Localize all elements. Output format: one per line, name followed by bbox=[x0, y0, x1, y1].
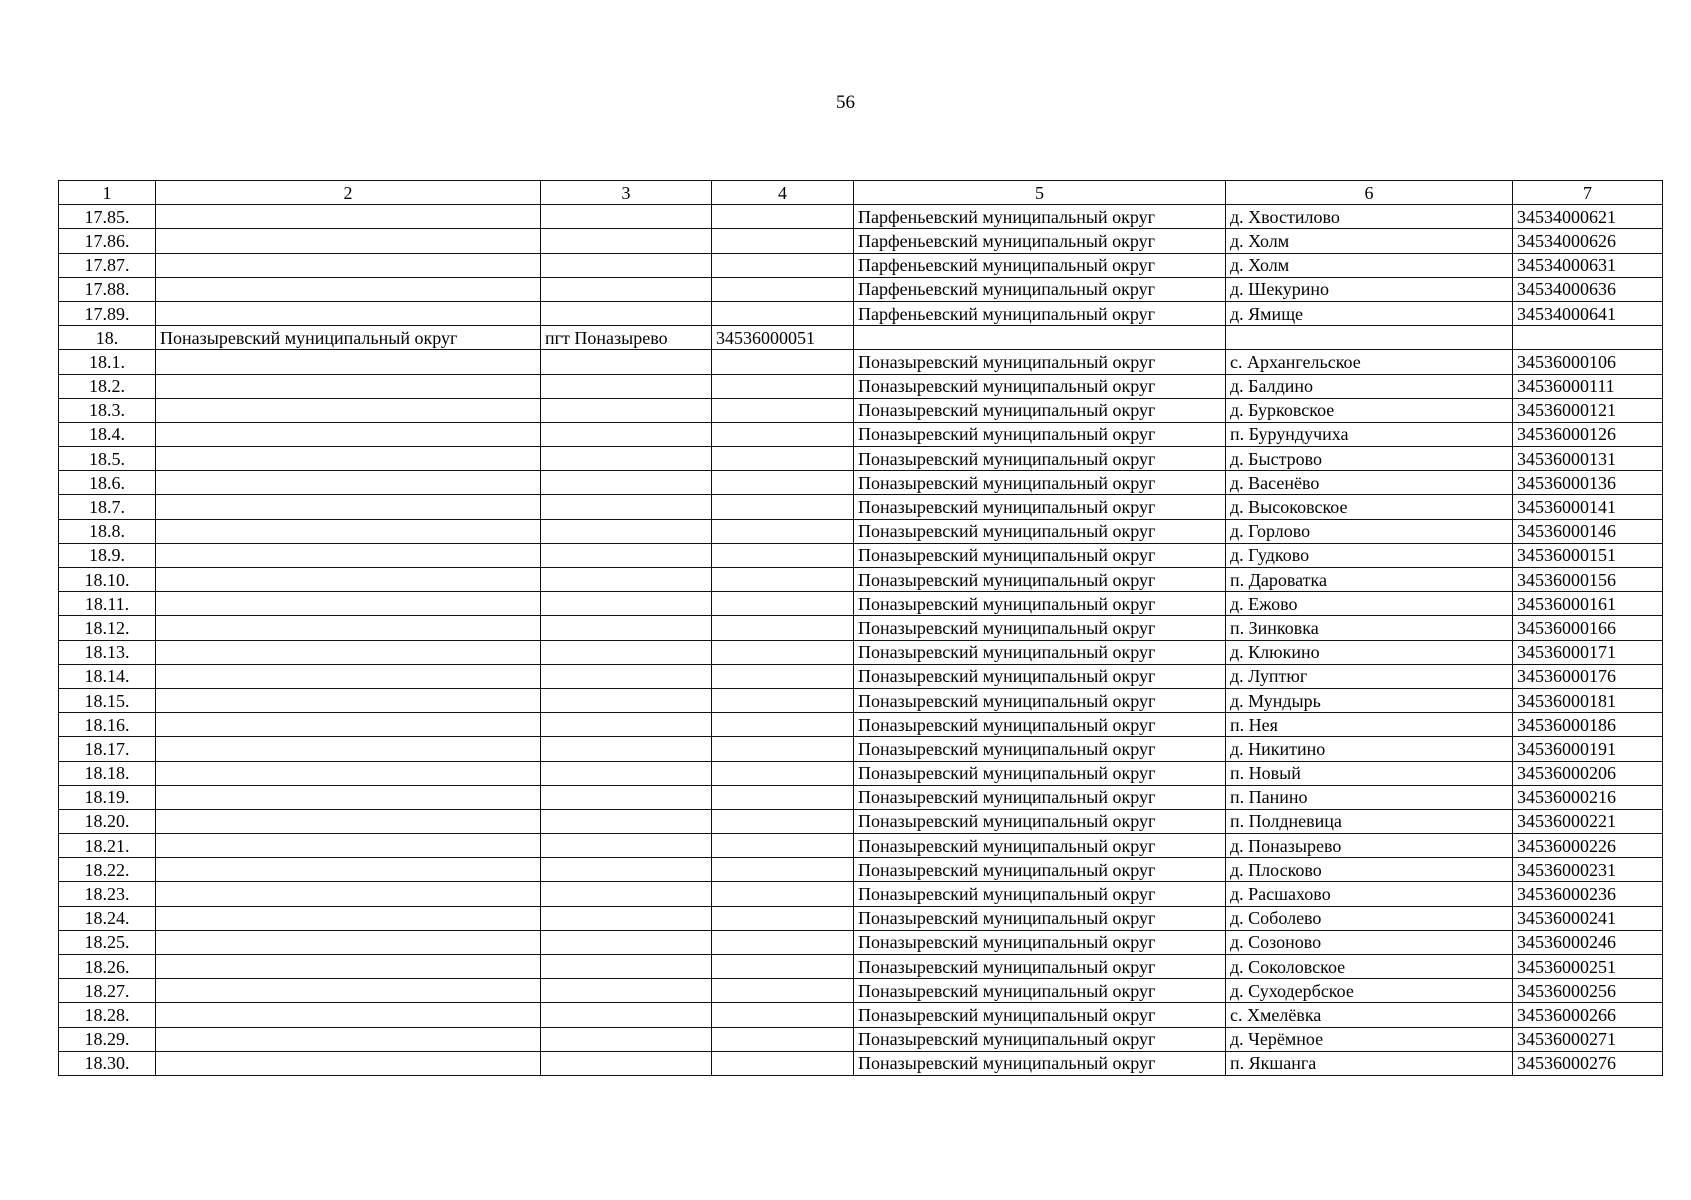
table-row bbox=[59, 616, 1663, 640]
admin-center-cell bbox=[541, 398, 712, 422]
admin-center-cell bbox=[541, 592, 712, 616]
admin-center-cell bbox=[541, 229, 712, 253]
municipality-cell: Поназыревский муниципальный округ bbox=[854, 568, 1226, 592]
row-number-cell: 17.89. bbox=[59, 301, 156, 325]
row-number-cell: 18.1. bbox=[59, 350, 156, 374]
district-code-cell bbox=[712, 640, 854, 664]
table-row bbox=[59, 205, 1663, 229]
oktmo-code-cell: 34536000141 bbox=[1513, 495, 1663, 519]
oktmo-code-cell: 34536000146 bbox=[1513, 519, 1663, 543]
admin-center-cell bbox=[541, 422, 712, 446]
table-row bbox=[59, 326, 1663, 350]
district-code-cell bbox=[712, 568, 854, 592]
row-number-cell: 18.3. bbox=[59, 398, 156, 422]
district-cell bbox=[156, 1051, 541, 1075]
district-code-cell bbox=[712, 882, 854, 906]
admin-center-cell bbox=[541, 495, 712, 519]
district-cell bbox=[156, 519, 541, 543]
district-cell bbox=[156, 471, 541, 495]
admin-center-cell bbox=[541, 688, 712, 712]
table-row bbox=[59, 979, 1663, 1003]
table-row bbox=[59, 277, 1663, 301]
district-cell bbox=[156, 592, 541, 616]
table-row bbox=[59, 447, 1663, 471]
admin-center-cell bbox=[541, 858, 712, 882]
settlement-cell: п. Дароватка bbox=[1226, 568, 1513, 592]
district-code-cell bbox=[712, 398, 854, 422]
settlement-cell: д. Холм bbox=[1226, 229, 1513, 253]
table-row bbox=[59, 906, 1663, 930]
municipality-cell: Парфеньевский муниципальный округ bbox=[854, 253, 1226, 277]
row-number-cell: 17.87. bbox=[59, 253, 156, 277]
district-code-cell bbox=[712, 374, 854, 398]
municipality-cell: Поназыревский муниципальный округ bbox=[854, 979, 1226, 1003]
oktmo-code-cell: 34536000221 bbox=[1513, 809, 1663, 833]
oktmo-code-cell bbox=[1513, 326, 1663, 350]
table-row bbox=[59, 568, 1663, 592]
row-number-cell: 18.22. bbox=[59, 858, 156, 882]
table-row bbox=[59, 640, 1663, 664]
settlement-cell: д. Быстрово bbox=[1226, 447, 1513, 471]
municipality-cell: Поназыревский муниципальный округ bbox=[854, 713, 1226, 737]
district-code-cell bbox=[712, 955, 854, 979]
admin-center-cell bbox=[541, 882, 712, 906]
district-code-cell bbox=[712, 906, 854, 930]
district-code-cell bbox=[712, 809, 854, 833]
district-cell bbox=[156, 930, 541, 954]
row-number-cell: 18.14. bbox=[59, 664, 156, 688]
municipality-cell: Поназыревский муниципальный округ bbox=[854, 447, 1226, 471]
row-number-cell: 18.2. bbox=[59, 374, 156, 398]
table-row bbox=[59, 422, 1663, 446]
oktmo-code-cell: 34536000236 bbox=[1513, 882, 1663, 906]
admin-center-cell bbox=[541, 253, 712, 277]
oktmo-code-cell: 34536000241 bbox=[1513, 906, 1663, 930]
oktmo-code-cell: 34536000161 bbox=[1513, 592, 1663, 616]
table-header-row bbox=[59, 181, 1663, 205]
settlement-cell: п. Зинковка bbox=[1226, 616, 1513, 640]
column-header: 5 bbox=[854, 181, 1226, 205]
oktmo-code-cell: 34536000131 bbox=[1513, 447, 1663, 471]
admin-center-cell bbox=[541, 906, 712, 930]
oktmo-code-cell: 34536000186 bbox=[1513, 713, 1663, 737]
settlement-cell: д. Плосково bbox=[1226, 858, 1513, 882]
admin-center-cell bbox=[541, 809, 712, 833]
settlement-cell: п. Новый bbox=[1226, 761, 1513, 785]
district-code-cell: 34536000051 bbox=[712, 326, 854, 350]
row-number-cell: 18.19. bbox=[59, 785, 156, 809]
admin-center-cell bbox=[541, 1003, 712, 1027]
table-row bbox=[59, 350, 1663, 374]
table-row bbox=[59, 519, 1663, 543]
municipality-cell: Поназыревский муниципальный округ bbox=[854, 1051, 1226, 1075]
district-cell bbox=[156, 374, 541, 398]
municipality-cell: Поназыревский муниципальный округ bbox=[854, 834, 1226, 858]
oktmo-code-cell: 34534000626 bbox=[1513, 229, 1663, 253]
district-code-cell bbox=[712, 1051, 854, 1075]
settlement-cell: п. Якшанга bbox=[1226, 1051, 1513, 1075]
admin-center-cell bbox=[541, 374, 712, 398]
municipality-cell: Поназыревский муниципальный округ bbox=[854, 350, 1226, 374]
row-number-cell: 18.26. bbox=[59, 955, 156, 979]
table-row bbox=[59, 543, 1663, 567]
district-code-cell bbox=[712, 301, 854, 325]
oktmo-code-cell: 34536000126 bbox=[1513, 422, 1663, 446]
municipality-cell: Поназыревский муниципальный округ bbox=[854, 471, 1226, 495]
table-body bbox=[59, 205, 1663, 1076]
row-number-cell: 17.86. bbox=[59, 229, 156, 253]
settlement-cell: п. Панино bbox=[1226, 785, 1513, 809]
row-number-cell: 18.9. bbox=[59, 543, 156, 567]
settlement-cell: п. Нея bbox=[1226, 713, 1513, 737]
district-cell bbox=[156, 422, 541, 446]
settlement-cell: д. Холм bbox=[1226, 253, 1513, 277]
municipality-cell: Поназыревский муниципальный округ bbox=[854, 592, 1226, 616]
table-row bbox=[59, 713, 1663, 737]
district-code-cell bbox=[712, 422, 854, 446]
municipality-cell: Парфеньевский муниципальный округ bbox=[854, 277, 1226, 301]
district-cell bbox=[156, 664, 541, 688]
settlement-cell: д. Луптюг bbox=[1226, 664, 1513, 688]
admin-center-cell bbox=[541, 350, 712, 374]
district-cell bbox=[156, 205, 541, 229]
settlement-cell: д. Шекурино bbox=[1226, 277, 1513, 301]
district-code-cell bbox=[712, 519, 854, 543]
admin-center-cell bbox=[541, 713, 712, 737]
settlement-cell bbox=[1226, 326, 1513, 350]
municipality-cell: Поназыревский муниципальный округ bbox=[854, 882, 1226, 906]
district-cell bbox=[156, 955, 541, 979]
table-row bbox=[59, 301, 1663, 325]
table-row bbox=[59, 1027, 1663, 1051]
district-cell bbox=[156, 229, 541, 253]
district-cell bbox=[156, 301, 541, 325]
row-number-cell: 18.20. bbox=[59, 809, 156, 833]
row-number-cell: 18.4. bbox=[59, 422, 156, 446]
district-code-cell bbox=[712, 205, 854, 229]
district-code-cell bbox=[712, 229, 854, 253]
municipality-cell: Поназыревский муниципальный округ bbox=[854, 1003, 1226, 1027]
district-code-cell bbox=[712, 1003, 854, 1027]
table-row bbox=[59, 858, 1663, 882]
municipality-cell: Поназыревский муниципальный округ bbox=[854, 374, 1226, 398]
oktmo-code-cell: 34536000166 bbox=[1513, 616, 1663, 640]
table-row bbox=[59, 761, 1663, 785]
municipality-cell: Поназыревский муниципальный округ bbox=[854, 1027, 1226, 1051]
row-number-cell: 18.11. bbox=[59, 592, 156, 616]
admin-center-cell bbox=[541, 979, 712, 1003]
district-cell bbox=[156, 568, 541, 592]
district-code-cell bbox=[712, 737, 854, 761]
table-row bbox=[59, 592, 1663, 616]
oktmo-code-cell: 34536000156 bbox=[1513, 568, 1663, 592]
settlement-cell: п. Полдневица bbox=[1226, 809, 1513, 833]
oktmo-code-cell: 34536000121 bbox=[1513, 398, 1663, 422]
row-number-cell: 18.12. bbox=[59, 616, 156, 640]
oktmo-code-cell: 34536000171 bbox=[1513, 640, 1663, 664]
row-number-cell: 18.13. bbox=[59, 640, 156, 664]
settlement-cell: д. Соколовское bbox=[1226, 955, 1513, 979]
row-number-cell: 17.85. bbox=[59, 205, 156, 229]
settlement-cell: д. Бурковское bbox=[1226, 398, 1513, 422]
district-code-cell bbox=[712, 664, 854, 688]
municipality-cell: Поназыревский муниципальный округ bbox=[854, 495, 1226, 519]
district-code-cell bbox=[712, 761, 854, 785]
settlement-cell: д. Соболево bbox=[1226, 906, 1513, 930]
settlement-cell: д. Балдино bbox=[1226, 374, 1513, 398]
settlement-cell: д. Суходербское bbox=[1226, 979, 1513, 1003]
table-row bbox=[59, 785, 1663, 809]
district-cell bbox=[156, 761, 541, 785]
row-number-cell: 18.10. bbox=[59, 568, 156, 592]
admin-center-cell bbox=[541, 543, 712, 567]
row-number-cell: 18.6. bbox=[59, 471, 156, 495]
municipality-cell: Парфеньевский муниципальный округ bbox=[854, 205, 1226, 229]
district-code-cell bbox=[712, 495, 854, 519]
district-cell bbox=[156, 785, 541, 809]
oktmo-code-cell: 34536000111 bbox=[1513, 374, 1663, 398]
municipality-cell: Поназыревский муниципальный округ bbox=[854, 761, 1226, 785]
district-code-cell bbox=[712, 253, 854, 277]
district-cell bbox=[156, 1003, 541, 1027]
row-number-cell: 18.24. bbox=[59, 906, 156, 930]
settlement-cell: с. Архангельское bbox=[1226, 350, 1513, 374]
admin-center-cell bbox=[541, 737, 712, 761]
district-cell bbox=[156, 543, 541, 567]
table-row bbox=[59, 664, 1663, 688]
oktmo-code-cell: 34536000246 bbox=[1513, 930, 1663, 954]
settlement-cell: д. Черёмное bbox=[1226, 1027, 1513, 1051]
oktmo-code-cell: 34536000266 bbox=[1513, 1003, 1663, 1027]
district-code-cell bbox=[712, 592, 854, 616]
admin-center-cell bbox=[541, 447, 712, 471]
oktmo-code-cell: 34536000191 bbox=[1513, 737, 1663, 761]
district-cell bbox=[156, 882, 541, 906]
row-number-cell: 18.23. bbox=[59, 882, 156, 906]
municipality-cell: Поназыревский муниципальный округ bbox=[854, 688, 1226, 712]
municipality-cell: Поназыревский муниципальный округ bbox=[854, 858, 1226, 882]
district-code-cell bbox=[712, 858, 854, 882]
municipality-cell: Поназыревский муниципальный округ bbox=[854, 398, 1226, 422]
row-number-cell: 18.28. bbox=[59, 1003, 156, 1027]
oktmo-code-cell: 34536000176 bbox=[1513, 664, 1663, 688]
admin-center-cell bbox=[541, 301, 712, 325]
settlement-cell: д. Мундырь bbox=[1226, 688, 1513, 712]
district-cell bbox=[156, 253, 541, 277]
settlement-cell: д. Горлово bbox=[1226, 519, 1513, 543]
row-number-cell: 18.5. bbox=[59, 447, 156, 471]
district-code-cell bbox=[712, 785, 854, 809]
settlement-cell: д. Хвостилово bbox=[1226, 205, 1513, 229]
admin-center-cell bbox=[541, 1027, 712, 1051]
oktmo-code-cell: 34536000226 bbox=[1513, 834, 1663, 858]
municipality-cell: Поназыревский муниципальный округ bbox=[854, 519, 1226, 543]
municipality-cell: Поназыревский муниципальный округ bbox=[854, 955, 1226, 979]
settlement-cell: д. Поназырево bbox=[1226, 834, 1513, 858]
admin-center-cell bbox=[541, 519, 712, 543]
table-row bbox=[59, 471, 1663, 495]
admin-center-cell bbox=[541, 568, 712, 592]
district-cell bbox=[156, 834, 541, 858]
municipality-cell: Поназыревский муниципальный округ bbox=[854, 616, 1226, 640]
oktmo-code-cell: 34536000151 bbox=[1513, 543, 1663, 567]
settlements-table bbox=[58, 180, 1663, 1076]
oktmo-code-cell: 34534000636 bbox=[1513, 277, 1663, 301]
municipality-cell: Поназыревский муниципальный округ bbox=[854, 809, 1226, 833]
settlement-cell: д. Расшахово bbox=[1226, 882, 1513, 906]
district-code-cell bbox=[712, 447, 854, 471]
district-code-cell bbox=[712, 350, 854, 374]
admin-center-cell bbox=[541, 205, 712, 229]
municipality-cell: Поназыревский муниципальный округ bbox=[854, 785, 1226, 809]
oktmo-code-cell: 34534000621 bbox=[1513, 205, 1663, 229]
table-row bbox=[59, 834, 1663, 858]
settlement-cell: д. Гудково bbox=[1226, 543, 1513, 567]
settlement-cell: д. Ямище bbox=[1226, 301, 1513, 325]
row-number-cell: 18. bbox=[59, 326, 156, 350]
column-header: 3 bbox=[541, 181, 712, 205]
oktmo-code-cell: 34536000216 bbox=[1513, 785, 1663, 809]
district-cell bbox=[156, 640, 541, 664]
table-row bbox=[59, 374, 1663, 398]
district-code-cell bbox=[712, 979, 854, 1003]
oktmo-code-cell: 34536000251 bbox=[1513, 955, 1663, 979]
row-number-cell: 18.18. bbox=[59, 761, 156, 785]
municipality-cell: Поназыревский муниципальный округ bbox=[854, 737, 1226, 761]
district-cell bbox=[156, 447, 541, 471]
settlement-cell: д. Ежово bbox=[1226, 592, 1513, 616]
page-number: 56 bbox=[836, 92, 855, 113]
admin-center-cell bbox=[541, 616, 712, 640]
admin-center-cell bbox=[541, 761, 712, 785]
column-header: 1 bbox=[59, 181, 156, 205]
row-number-cell: 18.8. bbox=[59, 519, 156, 543]
admin-center-cell bbox=[541, 785, 712, 809]
oktmo-code-cell: 34536000136 bbox=[1513, 471, 1663, 495]
district-code-cell bbox=[712, 1027, 854, 1051]
district-cell bbox=[156, 688, 541, 712]
table-row bbox=[59, 930, 1663, 954]
table-row bbox=[59, 955, 1663, 979]
oktmo-code-cell: 34536000206 bbox=[1513, 761, 1663, 785]
municipality-cell: Поназыревский муниципальный округ bbox=[854, 640, 1226, 664]
admin-center-cell bbox=[541, 471, 712, 495]
district-cell: Поназыревский муниципальный округ bbox=[156, 326, 541, 350]
oktmo-code-cell: 34536000106 bbox=[1513, 350, 1663, 374]
row-number-cell: 18.17. bbox=[59, 737, 156, 761]
oktmo-code-cell: 34536000181 bbox=[1513, 688, 1663, 712]
row-number-cell: 18.21. bbox=[59, 834, 156, 858]
row-number-cell: 18.25. bbox=[59, 930, 156, 954]
admin-center-cell bbox=[541, 277, 712, 301]
settlement-cell: д. Высоковское bbox=[1226, 495, 1513, 519]
district-code-cell bbox=[712, 543, 854, 567]
district-cell bbox=[156, 713, 541, 737]
district-code-cell bbox=[712, 471, 854, 495]
municipality-cell: Поназыревский муниципальный округ bbox=[854, 930, 1226, 954]
district-code-cell bbox=[712, 616, 854, 640]
district-cell bbox=[156, 809, 541, 833]
table-row bbox=[59, 809, 1663, 833]
admin-center-cell bbox=[541, 640, 712, 664]
row-number-cell: 18.15. bbox=[59, 688, 156, 712]
municipality-cell: Парфеньевский муниципальный округ bbox=[854, 301, 1226, 325]
table-row bbox=[59, 688, 1663, 712]
admin-center-cell bbox=[541, 834, 712, 858]
oktmo-code-cell: 34536000271 bbox=[1513, 1027, 1663, 1051]
table-row bbox=[59, 229, 1663, 253]
column-header: 6 bbox=[1226, 181, 1513, 205]
row-number-cell: 18.29. bbox=[59, 1027, 156, 1051]
district-cell bbox=[156, 737, 541, 761]
district-cell bbox=[156, 979, 541, 1003]
settlement-cell: д. Никитино bbox=[1226, 737, 1513, 761]
settlement-cell: п. Бурундучиха bbox=[1226, 422, 1513, 446]
oktmo-code-cell: 34536000276 bbox=[1513, 1051, 1663, 1075]
district-code-cell bbox=[712, 930, 854, 954]
settlement-cell: д. Васенёво bbox=[1226, 471, 1513, 495]
district-cell bbox=[156, 398, 541, 422]
district-cell bbox=[156, 1027, 541, 1051]
table-row bbox=[59, 398, 1663, 422]
settlement-cell: с. Хмелёвка bbox=[1226, 1003, 1513, 1027]
table-row bbox=[59, 495, 1663, 519]
district-code-cell bbox=[712, 688, 854, 712]
municipality-cell: Поназыревский муниципальный округ bbox=[854, 543, 1226, 567]
district-code-cell bbox=[712, 277, 854, 301]
column-header: 7 bbox=[1513, 181, 1663, 205]
municipality-cell: Поназыревский муниципальный округ bbox=[854, 906, 1226, 930]
admin-center-cell bbox=[541, 930, 712, 954]
row-number-cell: 18.16. bbox=[59, 713, 156, 737]
district-cell bbox=[156, 616, 541, 640]
table-row bbox=[59, 1003, 1663, 1027]
settlement-cell: д. Созоново bbox=[1226, 930, 1513, 954]
admin-center-cell bbox=[541, 1051, 712, 1075]
district-cell bbox=[156, 495, 541, 519]
municipality-cell: Поназыревский муниципальный округ bbox=[854, 664, 1226, 688]
district-cell bbox=[156, 277, 541, 301]
district-cell bbox=[156, 906, 541, 930]
oktmo-code-cell: 34534000641 bbox=[1513, 301, 1663, 325]
column-header: 2 bbox=[156, 181, 541, 205]
table-row bbox=[59, 1051, 1663, 1075]
municipality-cell: Поназыревский муниципальный округ bbox=[854, 422, 1226, 446]
district-code-cell bbox=[712, 834, 854, 858]
admin-center-cell bbox=[541, 955, 712, 979]
oktmo-code-cell: 34536000231 bbox=[1513, 858, 1663, 882]
column-header: 4 bbox=[712, 181, 854, 205]
admin-center-cell: пгт Поназырево bbox=[541, 326, 712, 350]
settlement-cell: д. Клюкино bbox=[1226, 640, 1513, 664]
table-row bbox=[59, 253, 1663, 277]
row-number-cell: 18.30. bbox=[59, 1051, 156, 1075]
district-cell bbox=[156, 350, 541, 374]
row-number-cell: 18.27. bbox=[59, 979, 156, 1003]
admin-center-cell bbox=[541, 664, 712, 688]
row-number-cell: 17.88. bbox=[59, 277, 156, 301]
table-row bbox=[59, 882, 1663, 906]
district-code-cell bbox=[712, 713, 854, 737]
municipality-cell bbox=[854, 326, 1226, 350]
oktmo-code-cell: 34536000256 bbox=[1513, 979, 1663, 1003]
row-number-cell: 18.7. bbox=[59, 495, 156, 519]
table-row bbox=[59, 737, 1663, 761]
oktmo-code-cell: 34534000631 bbox=[1513, 253, 1663, 277]
municipality-cell: Парфеньевский муниципальный округ bbox=[854, 229, 1226, 253]
district-cell bbox=[156, 858, 541, 882]
